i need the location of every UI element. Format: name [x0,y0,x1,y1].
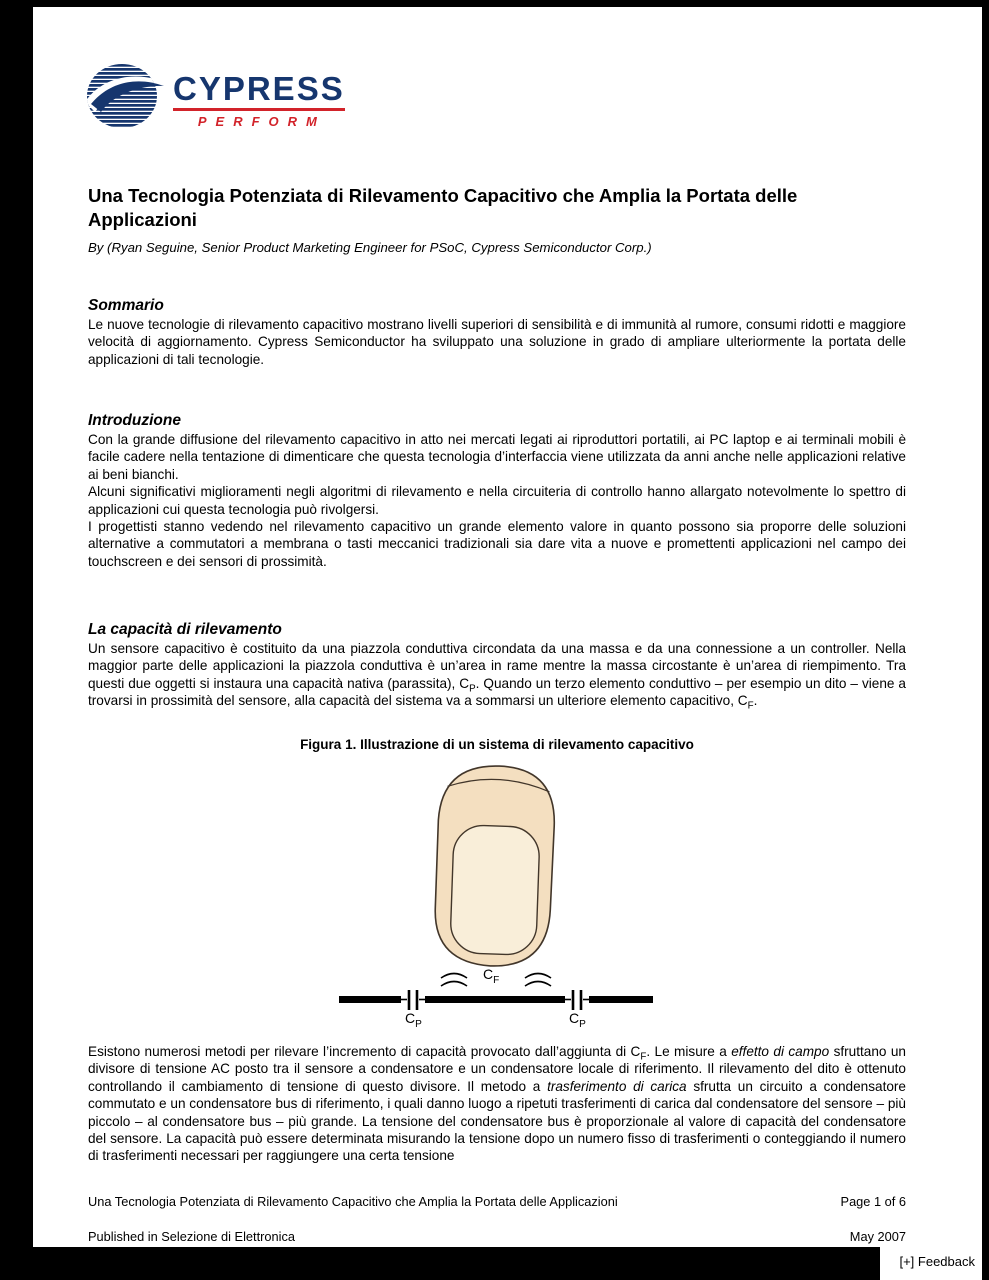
intro-paragraph-3: I progettisti stanno vedendo nel rilevamento capacitivo un grande elemento valore in quanto possono sia proporre delle soluzioni alternative a commutatori a membrana o tasti meccanici tradizionali sia dare vita a nuove e promettenti applicazioni nel campo dei touchscreen e dei sensori di prossimità. [88,519,906,569]
paragraph-sommario: Le nuove tecnologie di rilevamento capacitivo mostrano livelli superiori di sensibilità e di immunità al rumore, consumi ridotti e maggiore velocità di aggiornamento. Cypress Semiconductor ha sviluppato una soluzione in grado di ampliare ulteriormente la portata delle applicazioni di tali tecnologie. [88,317,906,367]
footer-page-number: Page 1 of 6 [840,1194,906,1209]
figure-caption: Figura 1. Illustrazione di un sistema di rilevamento capacitivo [300,737,694,752]
cp-label-left: $C_P$ [405,1010,422,1030]
cf-label: $C_F$ [483,966,500,986]
cypress-logo [85,60,345,141]
paragraph-capacita: Un sensore capacitivo è costituito da una piazzola conduttiva circondata da una massa e da una connessione a un controller. Nella maggior parte delle applicazioni la piazzola conduttiva è un’area in rame mentre la massa circostante è un’area di riempimento. Tra questi due oggetti si instaura una capacità nativa (parassita), $C_P$. Quando un terzo elemento conduttivo – per esempio un dito – viene a trovarsi in prossimità del sensore, alla capacità del sistema va a sommarsi un ulteriore elemento capacitivo, $C_F$. [88,641,906,712]
page-title: Una Tecnologia Potenziata di Rilevamento Capacitivo che Amplia la Portata delle Applicazioni [88,185,798,230]
heading-introduzione: Introduzione [88,412,181,429]
cypress-globe-icon [85,60,165,141]
footer-line-1 [88,1194,906,1209]
logo-tagline-text: PERFORM [173,108,345,129]
intro-paragraph-2: Alcuni significativi miglioramenti negli algoritmi di rilevamento e nella circuiteria di controllo hanno allargato notevolmente lo spettro di applicazioni cui questa tecnologia può rivolgersi. [88,484,906,517]
paragraph-after-figure: Esistono numerosi metodi per rilevare l’incremento di capacità provocato dall’aggiunta di $C_F$. Le misure a effetto di campo sfruttano un divisore di tensione AC posto tra il sensore a condensatore e un condensatore locale di riferimento. Il rilevamento del dito è ottenuto controllando il cambiamento di tensione di questo divisore. Il metodo a trasferimento di carica sfrutta un circuito a condensatore commutato e un condensatore bus di riferimento, i quali danno luogo a ripetuti trasferimenti di carica dal condensatore del sensore – più piccolo – al condensatore bus – più grande. La tensione del condensatore bus è proporzionale al valore di capacità del condensatore del sensore. La capacità può essere determinata misurando la tensione dopo un numero fisso di trasferimenti o conteggiando il numero di trasferimenti necessari per raggiungere una certa tensione [88,1044,906,1164]
capacitive-sensing-illustration [333,760,663,1030]
logo-brand-text: CYPRESS [173,70,345,107]
paragraphs-introduzione [88,431,906,570]
figure-1 [333,760,663,1030]
footer-line-2 [88,1229,906,1244]
footer-date: May 2007 [849,1229,906,1244]
cp-label-right: $C_P$ [569,1010,586,1030]
byline: By (Ryan Seguine, Senior Product Marketing Engineer for PSoC, Cypress Semiconductor Corp.) [88,240,652,255]
page-edge-right [982,0,989,1280]
page-edge-bottom [0,1247,880,1280]
page-edge-left [0,0,33,1280]
footer-published: Published in Selezione di Elettronica [88,1229,296,1244]
sensor-trace [339,990,653,1010]
intro-paragraph-1: Con la grande diffusione del rilevamento capacitivo in atto nei mercati legati ai riproduttori portatili, ai PC laptop e ai terminali mobili è facile cadere nella tentazione di dimenticare che questa tecnologia d’interfaccia viene utilizzata da anni anche nelle applicazioni relative ai beni bianchi. [88,432,906,482]
heading-capacita: La capacità di rilevamento [88,621,282,638]
feedback-link[interactable]: [+] Feedback [893,1252,981,1273]
footer-doc-title: Una Tecnologia Potenziata di Rilevamento Capacitivo che Amplia la Portata delle Applicazioni [88,1194,618,1209]
heading-sommario: Sommario [88,297,164,314]
fingernail-shape [450,825,540,956]
page-edge-top [0,0,989,7]
